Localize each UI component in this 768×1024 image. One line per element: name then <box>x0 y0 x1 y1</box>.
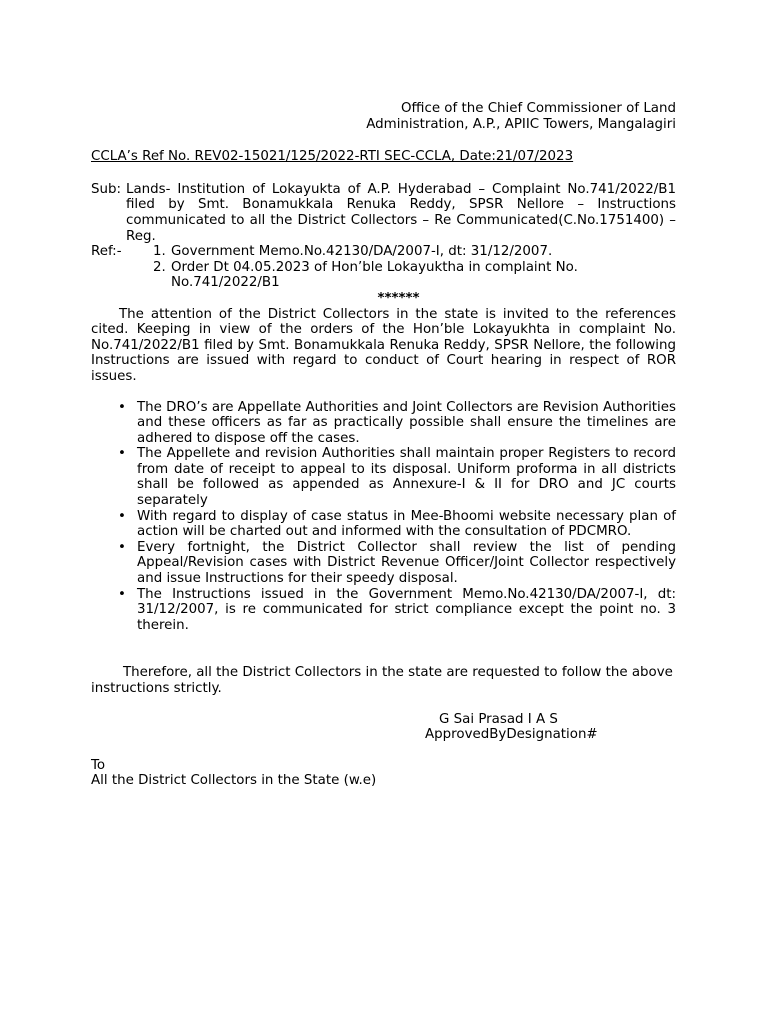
instruction-text: The Instructions issued in the Government Memo.No.42130/DA/2007-I, dt: 31/12/2007, is re communicated for strict compliance except the point no. 3 therein. <box>137 586 676 633</box>
instruction-text: Every fortnight, the District Collector shall review the list of pending Appeal/Revision cases with District Revenue Officer/Joint Collector respectively and issue Instructions for their speedy disposal. <box>137 539 676 587</box>
references-list <box>126 244 676 291</box>
signature-block <box>91 712 676 743</box>
reference-item <box>153 259 676 291</box>
office-address <box>91 101 676 132</box>
subject-section <box>91 182 676 244</box>
signatory-name: G Sai Prasad I A S <box>439 711 558 727</box>
reference-number-1: 1. <box>153 244 166 260</box>
recipient-block <box>91 758 676 789</box>
bullet-icon: • <box>118 539 126 555</box>
reference-text-1: Government Memo.No.42130/DA/2007-I, dt: 31/12/2007. <box>171 244 553 260</box>
instruction-item <box>118 446 676 509</box>
instruction-text: The Appellete and revision Authorities shall maintain proper Registers to record from date of receipt to appeal to its disposal. Uniform proforma in all districts shall be followed as appended as Annexure-I & II for DRO and JC courts separately <box>137 446 676 509</box>
reference-number-2: 2. <box>153 259 166 275</box>
section-separator: ****** <box>377 290 420 306</box>
bullet-icon: • <box>118 399 126 415</box>
instruction-item <box>118 586 676 634</box>
instructions-list <box>91 400 676 634</box>
bullet-icon: • <box>118 508 126 524</box>
signatory-designation: ApprovedByDesignation# <box>425 727 598 743</box>
reference-text-2: Order Dt 04.05.2023 of Hon’ble Lokayuktha in complaint No. No.741/2022/B1 <box>171 259 578 291</box>
reference-item <box>153 244 676 260</box>
reference-number: CCLA’s Ref No. REV02-15021/125/2022-RTI SEC-CCLA, Date:21/07/2023 <box>91 149 574 165</box>
instruction-text: The DRO’s are Appellate Authorities and Joint Collectors are Revision Authorities and these officers as far as practically possible shall ensure the timelines are adhered to dispose off the cases. <box>137 399 676 446</box>
references-label: Ref:- <box>91 244 122 260</box>
subject-label: Sub: <box>91 181 121 197</box>
bullet-icon: • <box>118 446 126 462</box>
instruction-item <box>118 399 676 447</box>
subject-text: Lands- Institution of Lokayukta of A.P. Hyderabad – Complaint No.741/2022/B1 filed by Smt. Bonamukkala Renuka Reddy, SPSR Nellore – Instructions communicated to all the District Collectors – Re Communicated(C.No.1751400) – Reg. <box>126 181 676 244</box>
references-section <box>91 244 676 291</box>
to-label: To <box>91 757 106 773</box>
instruction-item <box>118 508 676 540</box>
intro-paragraph: The attention of the District Collectors in the state is invited to the references cited. Keeping in view of the orders of the Hon’ble Lokayukhta in complaint No. No.741/2022/B1 filed by Smt. Bonamukkala Renuka Reddy, SPSR Nellore, the following Instructions are issued with regard to conduct of Court hearing in respect of ROR issues. <box>91 306 676 384</box>
instruction-item <box>118 539 676 587</box>
recipient-text: All the District Collectors in the State (w.e) <box>91 773 377 789</box>
bullet-icon: • <box>118 586 126 602</box>
instruction-text: With regard to display of case status in Mee-Bhoomi website necessary plan of action will be charted out and informed with the consultation of PDCMRO. <box>137 508 676 540</box>
office-line-2: Administration, A.P., APIIC Towers, Mangalagiri <box>366 116 676 132</box>
conclusion-paragraph: Therefore, all the District Collectors in the state are requested to follow the above instructions strictly. <box>91 665 673 696</box>
office-line-1: Office of the Chief Commissioner of Land <box>400 101 676 116</box>
memo-document <box>91 101 676 789</box>
